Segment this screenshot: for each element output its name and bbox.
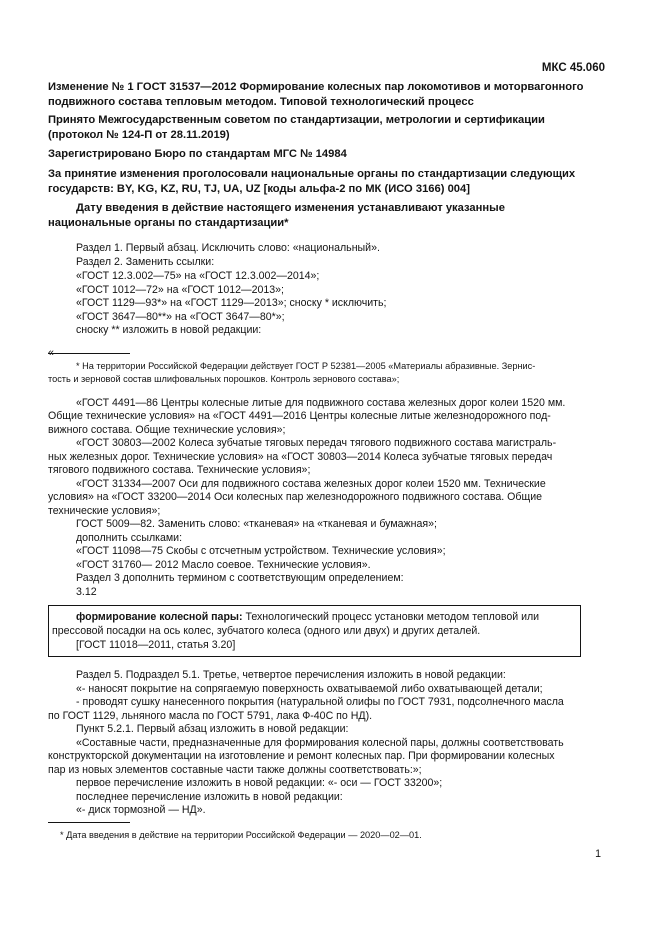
definition-text: Технологический процесс установки методом тепловой или — [245, 611, 540, 623]
mks-code: МКС 45.060 — [541, 62, 605, 74]
paragraph: Общие технические условия» на «ГОСТ 4491—2016 Центры колесные литые железнодорожного под- — [48, 410, 551, 422]
term-number: 3.12 — [76, 586, 97, 598]
effective-date-note: Дату введения в действие настоящего изменения устанавливают указанные национальные органы по стандартизации* — [48, 202, 505, 229]
paragraph: «- наносят покрытие на сопрягаемую поверхность охватываемой либо охватывающей детали; — [76, 683, 543, 695]
term-definition-line — [76, 611, 539, 625]
footnote-rule — [48, 353, 130, 354]
paragraph: вижного состава. Общие технические условия»; — [48, 424, 286, 436]
paragraph: «ГОСТ 3647—80**» на «ГОСТ 3647—80*»; — [76, 311, 285, 323]
defined-term: формирование колесной пары: — [76, 611, 243, 623]
paragraph: сноску ** изложить в новой редакции: — [76, 324, 262, 336]
paragraph: Раздел 2. Заменить ссылки: — [76, 256, 215, 268]
definition-reference: [ГОСТ 11018—2011, статья 3.20] — [76, 639, 236, 651]
paragraph: «ГОСТ 31760— 2012 Масло соевое. Технические условия». — [76, 559, 371, 571]
paragraph: «Составные части, предназначенные для формирования колесной пары, должны соответствовать — [76, 737, 564, 749]
paragraph: Пункт 5.2.1. Первый абзац изложить в новой редакции: — [76, 723, 349, 735]
page-number: 1 — [595, 848, 601, 860]
paragraph: Раздел 5. Подраздел 5.1. Третье, четвертое перечисления изложить в новой редакции: — [76, 669, 506, 681]
paragraph: «ГОСТ 1129—93*» на «ГОСТ 1129—2013»; сноску * исключить; — [76, 297, 387, 309]
paragraph: условия» на «ГОСТ 33200—2014 Оси колесных пар железнодорожного подвижного состава. Общие — [48, 491, 542, 503]
paragraph: Раздел 3 дополнить термином с соответствующим определением: — [76, 572, 404, 584]
paragraph: «ГОСТ 11098—75 Скобы с отсчетным устройством. Технические условия»; — [76, 545, 446, 557]
paragraph: - проводят сушку нанесенного покрытия (натуральной олифы по ГОСТ 7931, подсолнечного масла — [76, 696, 564, 708]
accepted-by: Принято Межгосударственным советом по стандартизации, метрологии и сертификации (протокол № 124-П от 28.11.2019) — [48, 114, 545, 141]
paragraph: конструкторской документации на изготовление и ремонт колесных пар. При формировании колесных — [48, 750, 555, 762]
opening-quote: « — [48, 347, 54, 359]
definition-text: прессовой посадки на ось колес, зубчатого колеса (одного или двух) и других деталей. — [52, 625, 481, 637]
paragraph: тягового подвижного состава. Технические условия»; — [48, 464, 311, 476]
inner-footnote: * На территории Российской Федерации действует ГОСТ Р 52381—2005 «Материалы абразивные. Зернис- — [76, 361, 536, 371]
paragraph: «ГОСТ 31334—2007 Оси для подвижного состава железных дорог колеи 1520 мм. Технические — [76, 478, 546, 490]
inner-footnote: тость и зерновой состав шлифовальных порошков. Контроль зернового состава»; — [48, 374, 400, 384]
paragraph: «ГОСТ 4491—86 Центры колесные литые для подвижного состава железных дорог колеи 1520 мм. — [76, 397, 566, 409]
paragraph: Раздел 1. Первый абзац. Исключить слово: «национальный». — [76, 242, 380, 254]
footnote: * Дата введения в действие на территории Российской Федерации — 2020—02—01. — [60, 830, 422, 840]
registration-note: Зарегистрировано Бюро по стандартам МГС № 14984 — [48, 148, 347, 160]
voting-states: За принятие изменения проголосовали национальные органы по стандартизации следующих государств: BY, KG, KZ, RU, TJ, UA, UZ [коды альфа-2 по МК (ИСО 3166) 004] — [48, 168, 576, 195]
footnote-rule — [48, 822, 130, 823]
paragraph: «ГОСТ 1012—72» на «ГОСТ 1012—2013»; — [76, 284, 284, 296]
paragraph: «- диск тормозной — НД». — [76, 804, 206, 816]
paragraph: «ГОСТ 30803—2002 Колеса зубчатые тяговых передач тягового подвижного состава магистраль- — [76, 437, 557, 449]
amendment-title: Изменение № 1 ГОСТ 31537—2012 Формирование колесных пар локомотивов и моторвагонного подвижного состава тепловым методом. Типовой технологический процесс — [48, 81, 584, 108]
paragraph: последнее перечисление изложить в новой редакции: — [76, 791, 343, 803]
paragraph: по ГОСТ 1129, льняного масла по ГОСТ 5791, лака Ф-40С по НД). — [48, 710, 373, 722]
paragraph: ных железных дорог. Технические условия» на «ГОСТ 30803—2014 Колеса зубчатые тяговых передач — [48, 451, 553, 463]
paragraph: технические условия»; — [48, 505, 161, 517]
paragraph: «ГОСТ 12.3.002—75» на «ГОСТ 12.3.002—2014»; — [76, 270, 320, 282]
paragraph: дополнить ссылками: — [76, 532, 183, 544]
paragraph: пар из новых элементов составные части также должны соответствовать:»; — [48, 764, 422, 776]
paragraph: ГОСТ 5009—82. Заменить слово: «тканевая» на «тканевая и бумажная»; — [76, 518, 437, 530]
paragraph: первое перечисление изложить в новой редакции: «- оси — ГОСТ 33200»; — [76, 777, 443, 789]
